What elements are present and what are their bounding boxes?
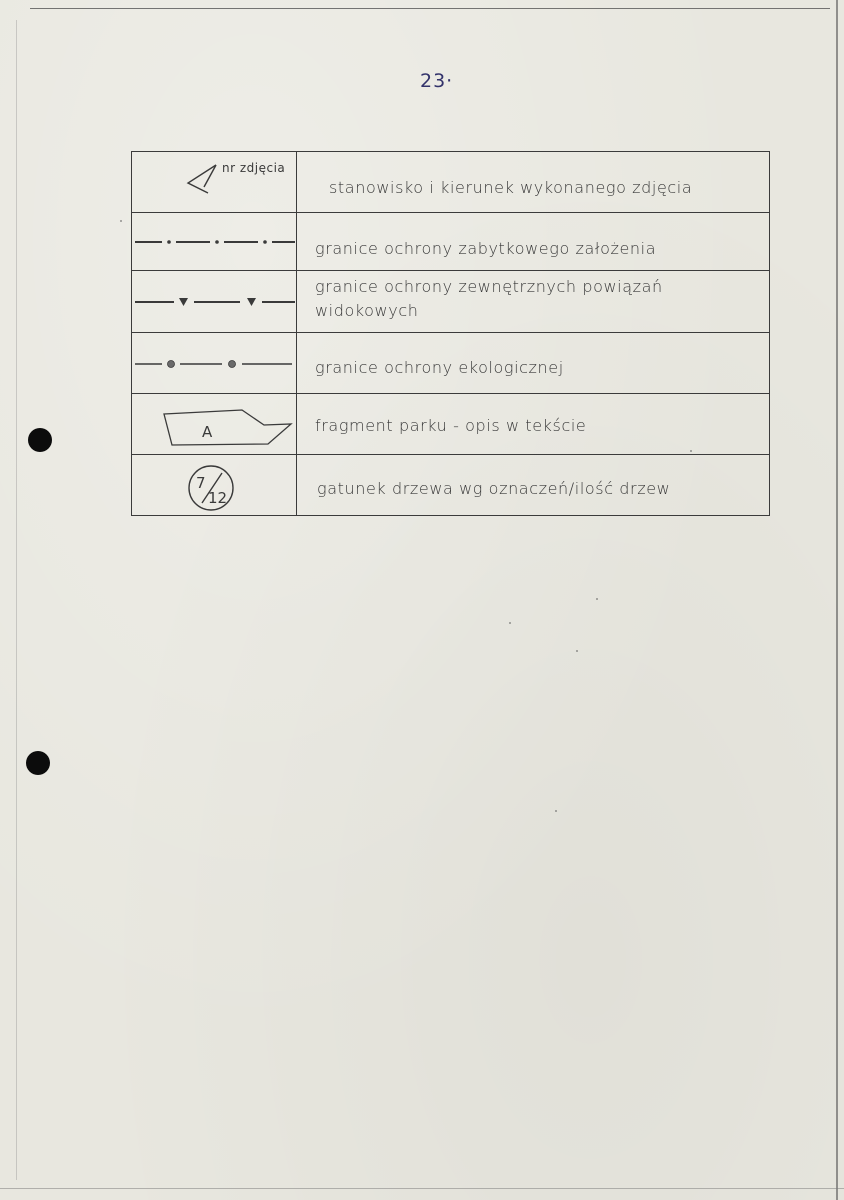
- legend-description: granice ochrony ekologicznej: [315, 357, 564, 377]
- scan-speck: [690, 450, 692, 452]
- legend-description: gatunek drzewa wg oznaczeń/ilość drzew: [317, 478, 671, 498]
- punch-hole-lower: [26, 751, 50, 775]
- scan-edge-left: [16, 20, 17, 1180]
- legend-row-ecological-protection: [132, 333, 769, 394]
- park-fragment-letter: A: [202, 423, 213, 441]
- legend-table: [131, 151, 770, 516]
- dash-triangle-line-icon: [132, 271, 297, 333]
- legend-row-tree-species: [132, 455, 769, 515]
- photo-number-label: nr zdjęcia: [222, 161, 286, 175]
- tree-species-number: 7: [196, 474, 206, 492]
- dash-circle-line-symbol: [132, 333, 297, 393]
- dash-circle-line-icon: [132, 333, 297, 394]
- photo-station-symbol: [132, 152, 297, 212]
- scan-speck: [555, 810, 557, 812]
- legend-description: granice ochrony zabytkowego założenia: [315, 239, 657, 258]
- park-fragment-symbol: [132, 394, 297, 454]
- tree-species-circle-icon: [132, 455, 297, 515]
- scan-edge-bottom: [0, 1188, 844, 1189]
- scan-edge-top: [30, 8, 830, 9]
- dash-triangle-line-symbol: [132, 271, 297, 332]
- legend-description-line: granice ochrony zewnętrznych powiązań: [315, 277, 663, 296]
- scan-speck: [576, 650, 578, 652]
- park-fragment-polygon-icon: [132, 394, 297, 455]
- punch-hole-upper: [28, 428, 52, 452]
- page-number: 23·: [420, 70, 454, 92]
- scan-speck: [509, 622, 511, 624]
- legend-row-park-fragment: [132, 394, 769, 455]
- scan-speck: [120, 220, 122, 222]
- legend-description-line: widokowych: [315, 301, 419, 320]
- legend-description: stanowisko i kierunek wykonanego zdjęcia: [329, 177, 693, 197]
- legend-description: fragment parku - opis w tekście: [315, 415, 587, 435]
- legend-description-multiline: [297, 271, 769, 332]
- legend-row-monument-protection: [132, 213, 769, 271]
- tree-species-symbol: [132, 455, 297, 515]
- tree-count-number: 12: [208, 489, 228, 507]
- legend-row-photo-station: [132, 152, 769, 213]
- scan-speck: [596, 598, 598, 600]
- dash-dot-line-symbol: [132, 213, 297, 270]
- dash-dot-line-icon: [132, 213, 297, 271]
- scan-edge-right: [836, 0, 838, 1200]
- legend-row-view-protection: [132, 271, 769, 333]
